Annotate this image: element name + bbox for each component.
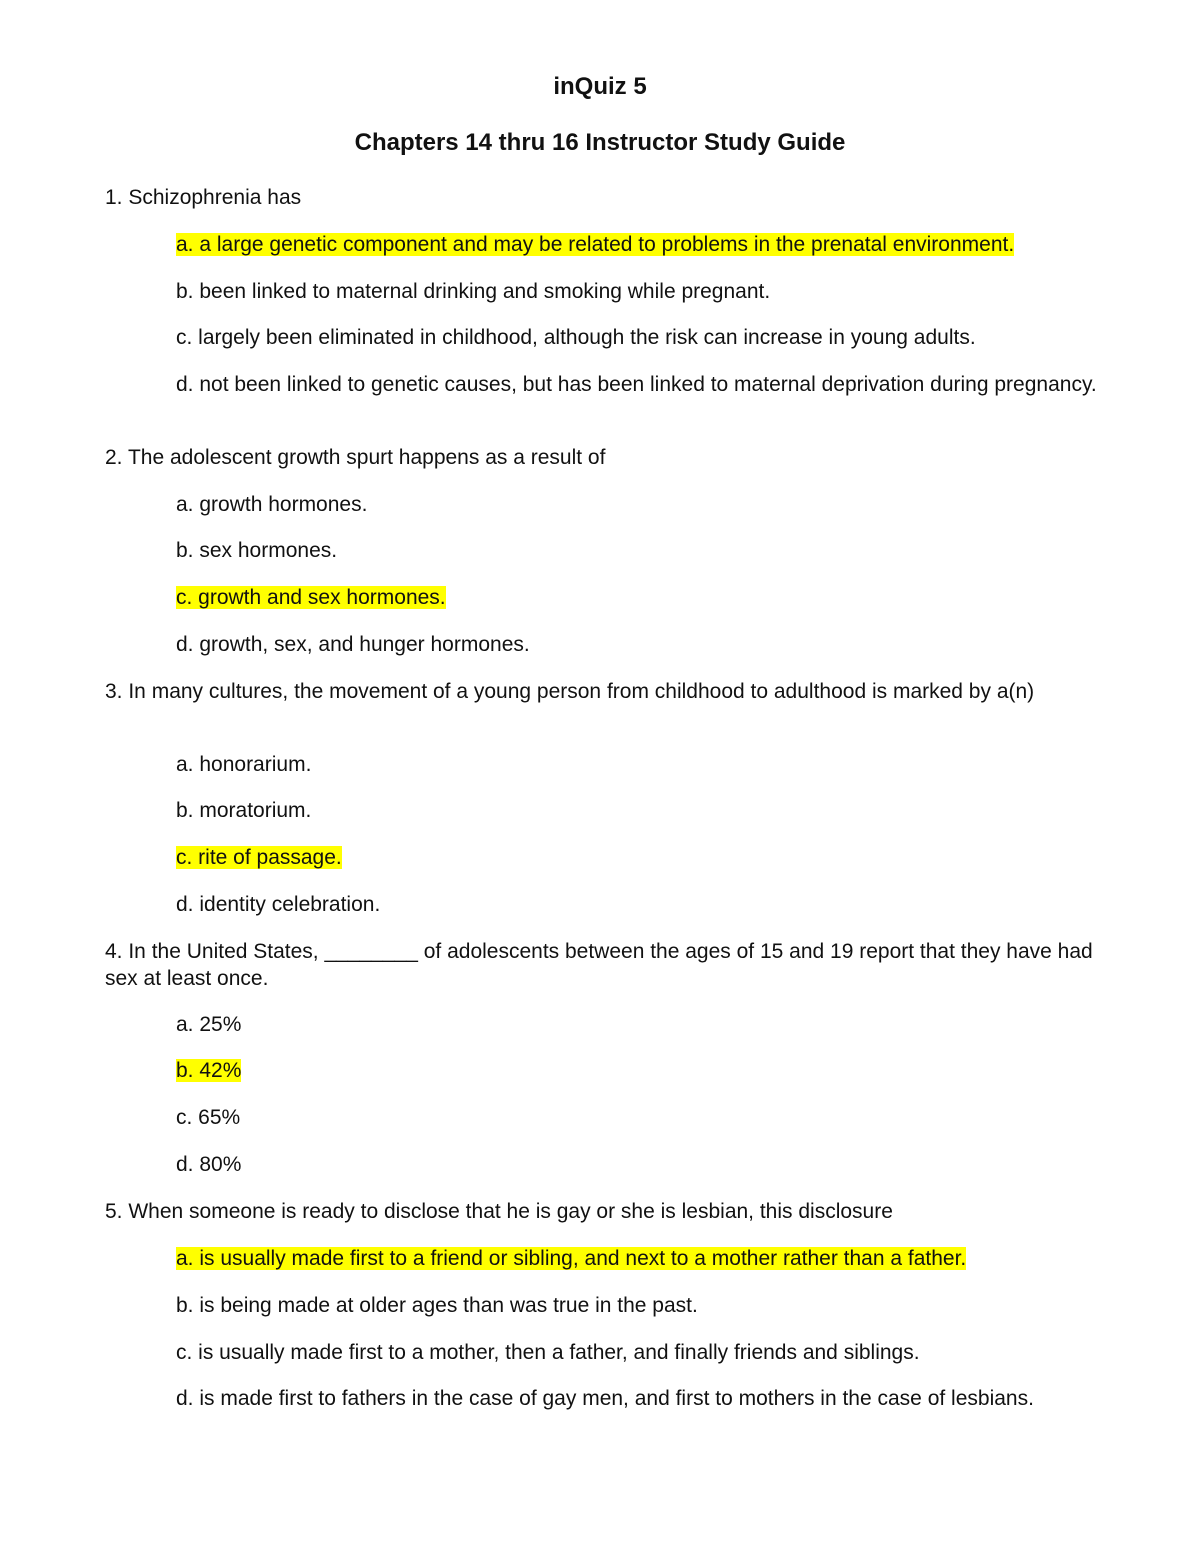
answer-highlight: a. is usually made first to a friend or sibling, and next to a mother rather than a father. xyxy=(176,1247,967,1270)
question-5-text: 5. When someone is ready to disclose that he is gay or she is lesbian, this disclosure xyxy=(105,1200,893,1223)
question-3-option-a: a. honorarium. xyxy=(176,753,312,776)
question-1-option-b: b. been linked to maternal drinking and smoking while pregnant. xyxy=(176,280,771,303)
question-3-text: 3. In many cultures, the movement of a young person from childhood to adulthood is marked by a(n) xyxy=(105,680,1035,703)
question-2-option-d: d. growth, sex, and hunger hormones. xyxy=(176,633,530,656)
question-2-option-c xyxy=(176,584,1116,611)
answer-highlight: c. growth and sex hormones. xyxy=(176,586,446,609)
answer-highlight: c. rite of passage. xyxy=(176,846,342,869)
question-2-text: 2. The adolescent growth spurt happens as a result of xyxy=(105,446,606,469)
question-4-text: 4. In the United States, ________ of adolescents between the ages of 15 and 19 report that they have had sex at least once. xyxy=(105,940,1093,990)
question-3-option-b: b. moratorium. xyxy=(176,799,312,822)
question-5-option-c: c. is usually made first to a mother, then a father, and finally friends and siblings. xyxy=(176,1341,920,1364)
question-1-option-c: c. largely been eliminated in childhood, although the risk can increase in young adults. xyxy=(176,326,976,349)
question-4-option-b xyxy=(176,1057,1116,1084)
question-1-option-a xyxy=(176,231,1116,258)
question-4-option-d: d. 80% xyxy=(176,1153,242,1176)
answer-highlight: b. 42% xyxy=(176,1059,242,1082)
question-4-option-a: a. 25% xyxy=(176,1013,242,1036)
question-4-option-c: c. 65% xyxy=(176,1106,241,1129)
document-subtitle: Chapters 14 thru 16 Instructor Study Guide xyxy=(354,129,846,156)
question-5-option-a xyxy=(176,1245,1116,1272)
question-1-text: 1. Schizophrenia has xyxy=(105,186,302,209)
question-3-option-c xyxy=(176,844,1116,871)
question-5-option-d: d. is made first to fathers in the case of gay men, and first to mothers in the case of lesbians. xyxy=(176,1387,1034,1410)
question-2-option-a: a. growth hormones. xyxy=(176,493,368,516)
question-5-option-b: b. is being made at older ages than was true in the past. xyxy=(176,1294,698,1317)
document-title: inQuiz 5 xyxy=(553,73,647,100)
question-3-option-d: d. identity celebration. xyxy=(176,893,381,916)
question-1-option-d: d. not been linked to genetic causes, but has been linked to maternal deprivation during pregnancy. xyxy=(176,373,1097,396)
question-2-option-b: b. sex hormones. xyxy=(176,539,338,562)
answer-highlight: a. a large genetic component and may be related to problems in the prenatal environment. xyxy=(176,233,1015,256)
